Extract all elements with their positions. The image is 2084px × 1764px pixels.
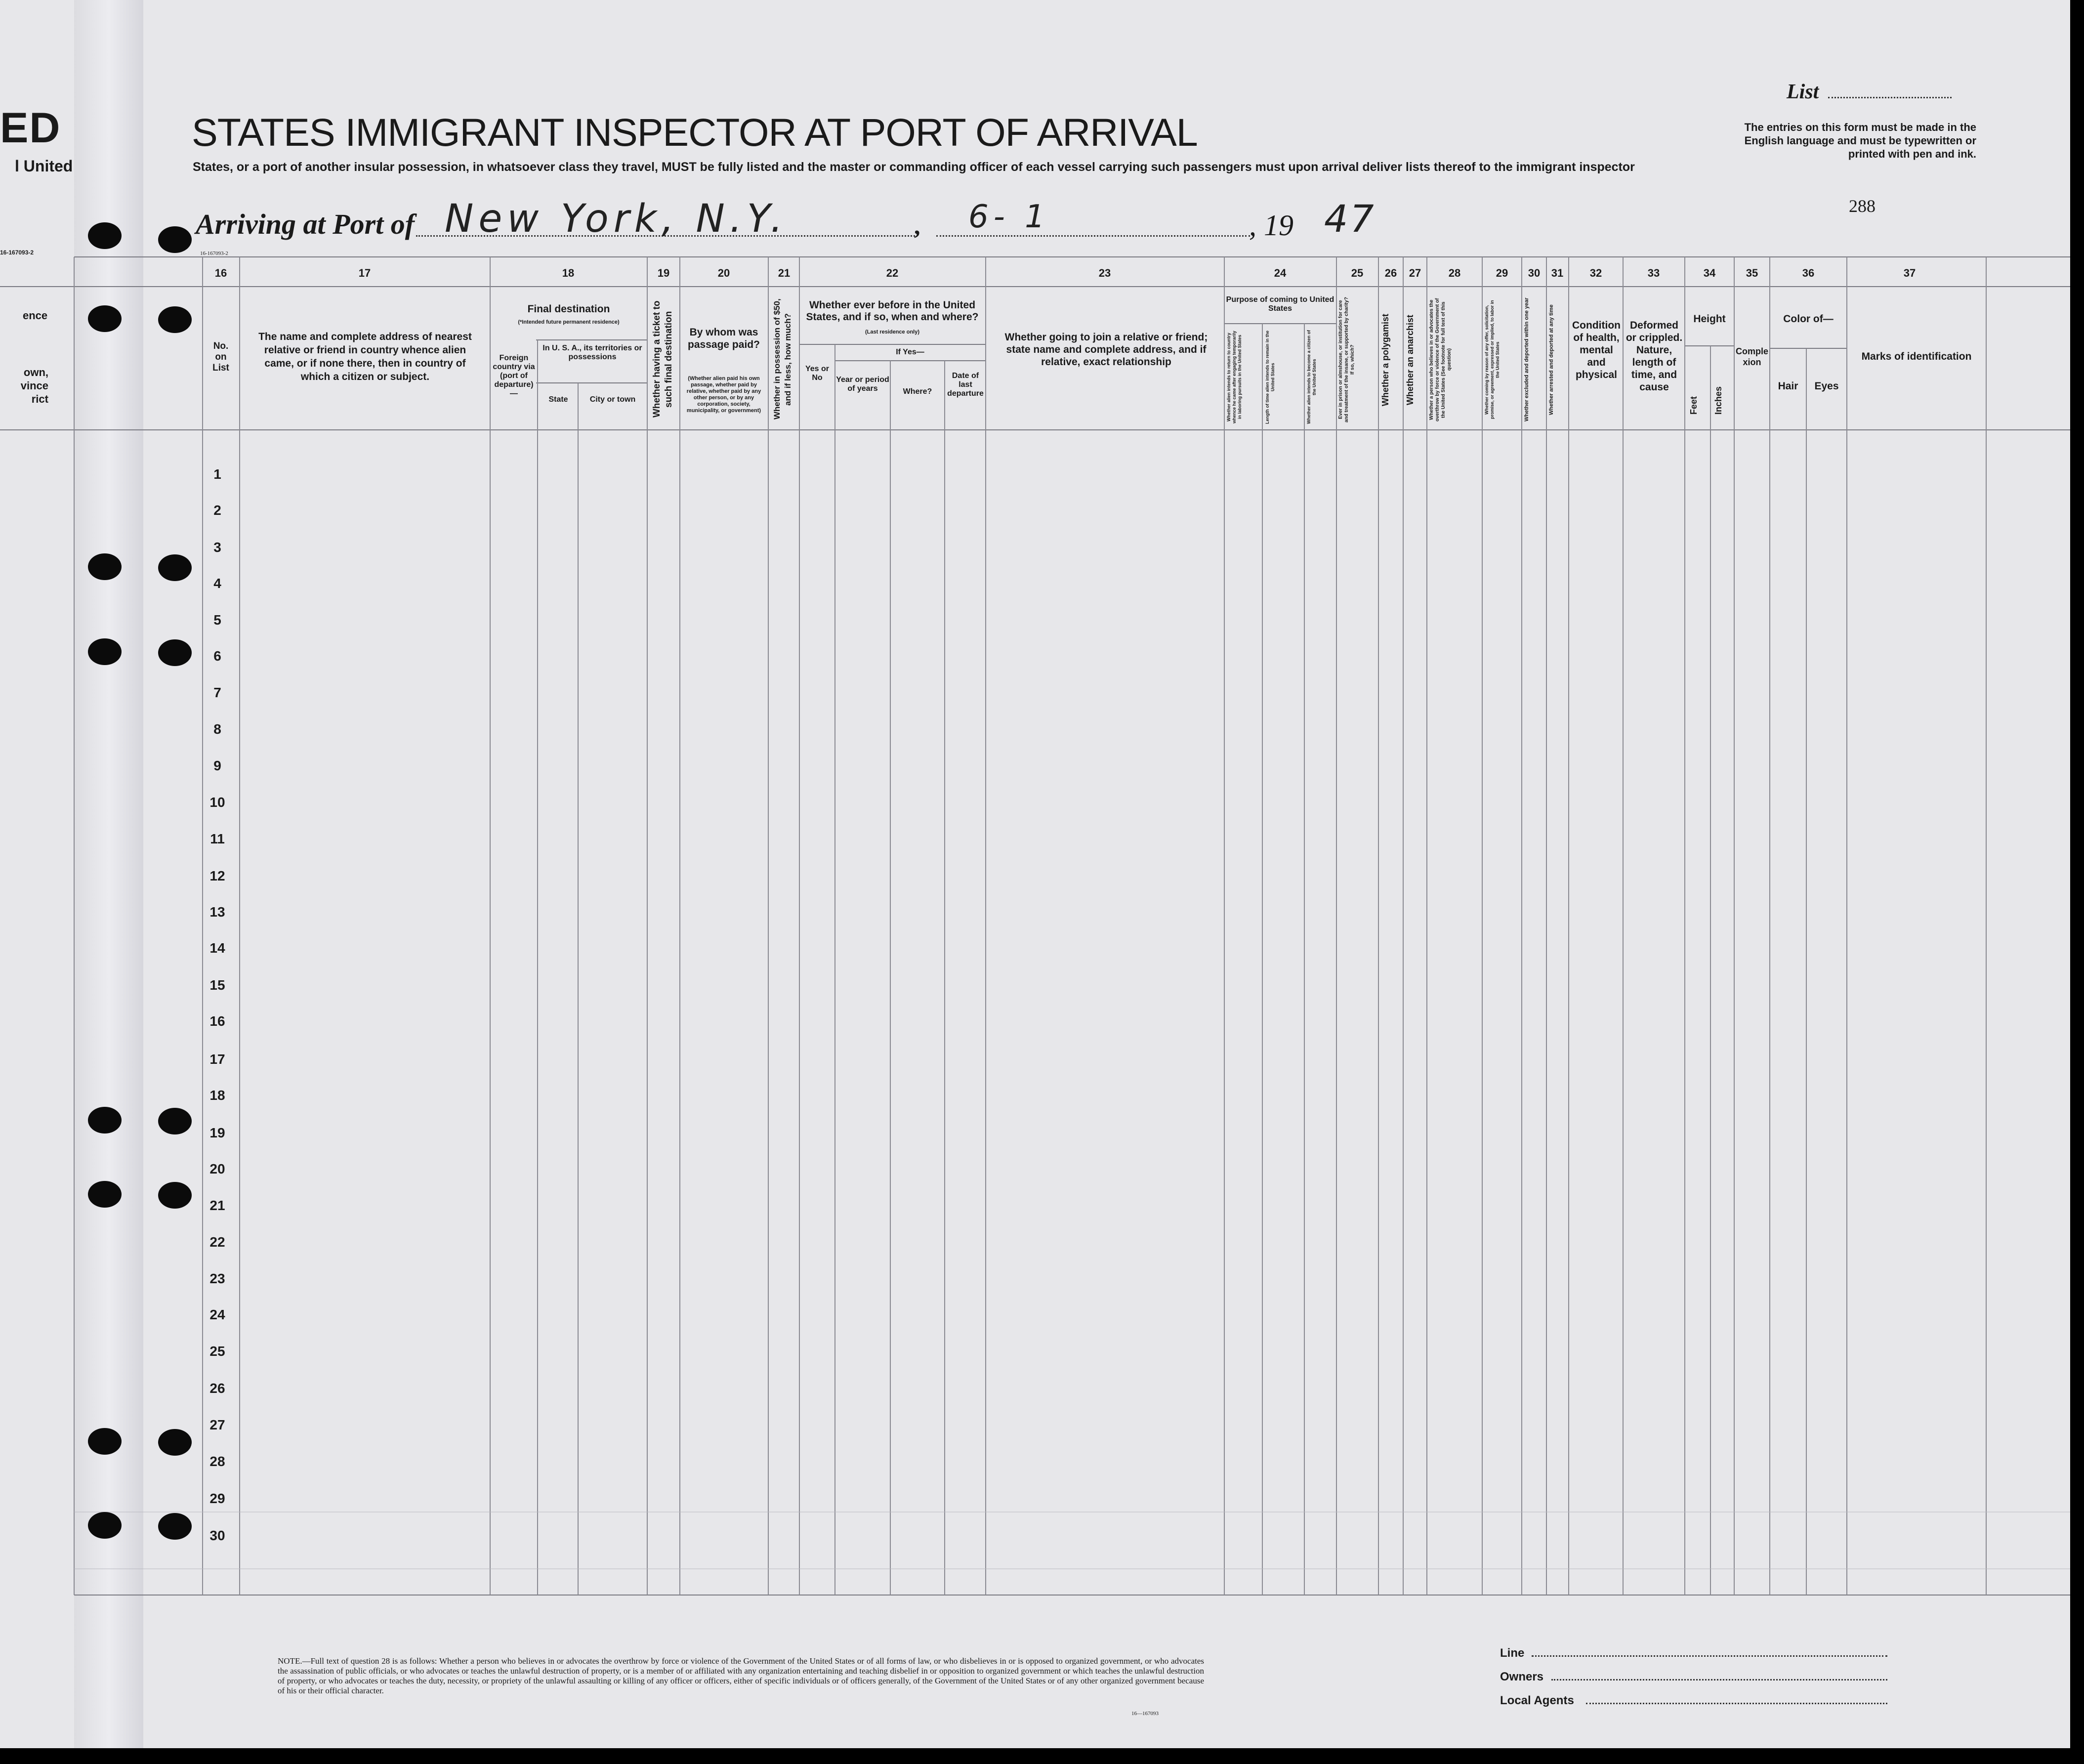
column-number: 28 [1448, 267, 1461, 279]
col18-usa: In U. S. A., its territories or possessions [542, 344, 642, 361]
column-number: 35 [1746, 267, 1758, 279]
title-fragment: ED [0, 104, 61, 152]
page-subtitle: States, or a port of another insular possession, in whatsoever class they travel, MUST be fully listed and the master or commanding officer of each vessel carrying such passengers must upon arrival deliver lists thereof to the immigrant inspector [193, 160, 1635, 174]
column-number: 34 [1703, 267, 1716, 279]
punch-hole [158, 639, 192, 666]
punch-hole [88, 222, 122, 249]
agents-field [1586, 1703, 1887, 1704]
col28-header: Whether a person who believes in or advocates the overthrow by force or violence of the Government of the United States (See footnote for full text of this question) [1429, 298, 1452, 421]
col36-hair: Hair [1778, 380, 1798, 392]
line-label: Line [1500, 1646, 1525, 1660]
page-number: 288 [1849, 196, 1876, 216]
row-number: 28 [209, 1454, 225, 1469]
agents-label: Local Agents [1500, 1694, 1574, 1707]
column-number: 32 [1589, 267, 1602, 279]
port-value: New York, N.Y. [445, 197, 788, 241]
col34-inches: Inches [1713, 386, 1723, 415]
year-value: 47 [1324, 197, 1376, 241]
col18-state: State [548, 395, 568, 404]
col22-note: (Last residence only) [865, 329, 920, 335]
row-number: 7 [213, 685, 221, 700]
col34-feet: Feet [1689, 396, 1699, 415]
column-number: 37 [1903, 267, 1916, 279]
col22-year: Year or period of years [836, 376, 889, 393]
footer-note: NOTE.—Full text of question 28 is as follows: Whether a person who believes in or advocates the overthrow by force or violence of the Government of the United States or of all forms of law, or who disbelieves in or is opposed to organized government, or who advocates the assassination of public officials, or who advocates or teaches the unlawful destruction of property, or is a member of or affiliated with any organization entertaining and teaching disbelief in or opposition to organized government or which teaches the unlawful destruction of property, or who advocates or teaches the duty, necessity, or propriety of the unlawful assaulting or killing of any officer or officers, either of specific individuals or of officers generally, of the Government of the United States or of any other organized government because of his or their official character. [278, 1656, 1204, 1695]
col22-where: Where? [903, 387, 932, 396]
row-number: 24 [209, 1307, 225, 1322]
column-number: 29 [1496, 267, 1508, 279]
punch-hole [88, 1428, 122, 1455]
punch-hole [88, 1107, 122, 1134]
col24-title: Purpose of coming to United States [1226, 295, 1334, 313]
row-number: 11 [210, 831, 225, 846]
col16-header: No. on List [212, 341, 229, 373]
punch-hole [88, 1512, 122, 1539]
col30-header: Whether excluded and deported within one year [1524, 297, 1530, 422]
punch-hole [158, 1108, 192, 1134]
punch-hole [158, 306, 192, 333]
line-field [1532, 1655, 1887, 1657]
col35-header: Complexion [1735, 346, 1768, 367]
col19-header: Whether having a ticket to such final destination [652, 300, 674, 418]
column-number: 19 [657, 267, 670, 279]
column-number: 17 [358, 267, 371, 279]
col36-title: Color of— [1783, 313, 1834, 325]
col24-a: Whether alien intends to return to country whence he came after engaging temporarily in laboring pursuits in the United States [1226, 331, 1242, 423]
col21-header: Whether in possession of $50, and if less, how much? [772, 298, 792, 420]
punch-hole [88, 1181, 122, 1208]
col37-header: Marks of identification [1861, 351, 1972, 362]
row-number: 17 [209, 1051, 225, 1067]
row-number: 15 [209, 977, 225, 993]
column-number: 30 [1528, 267, 1541, 279]
column-number: 33 [1647, 267, 1660, 279]
punch-hole [158, 1429, 192, 1456]
col36-eyes: Eyes [1814, 380, 1839, 392]
left-form-code: 16-167093-2 [0, 249, 34, 256]
owners-label: Owners [1500, 1670, 1544, 1683]
form-instructions: The entries on this form must be made in the English language and must be typewritten or printed with pen and ink. [1744, 121, 1976, 160]
col32-header: Condition of health, mental and physical [1572, 320, 1621, 380]
row-number: 2 [213, 503, 221, 518]
column-number: 23 [1098, 267, 1111, 279]
col22-ifyes: If Yes— [896, 348, 924, 356]
footer-form-code: 16—167093 [1131, 1711, 1159, 1717]
col20-note: (Whether alien paid his own passage, whether paid by relative, whether paid by any other person, or by any corporation, society, municipality, or government) [686, 376, 761, 414]
col29-header: Whether coming by reason of any offer, solicitation, promise, or agreement, expressed or implied, to labor in the United States [1484, 300, 1500, 420]
punch-hole [158, 1182, 192, 1209]
col18-note: (*Intended future permanent residence) [518, 319, 620, 325]
col34-title: Height [1693, 313, 1726, 325]
column-number: 22 [886, 267, 899, 279]
row-number: 30 [209, 1528, 225, 1543]
column-number: 18 [562, 267, 575, 279]
punch-hole [88, 305, 122, 332]
row-number: 6 [213, 648, 221, 664]
col18-foreign: Foreign country via (port of departure)— [493, 354, 535, 398]
column-number: 20 [717, 267, 730, 279]
punch-hole [88, 638, 122, 665]
col33-header: Deformed or crippled. Nature, length of time, and cause [1626, 320, 1683, 393]
left-col-fragment-2: own, vince rict [20, 366, 48, 405]
row-number: 19 [209, 1125, 225, 1140]
row-number: 22 [209, 1234, 225, 1250]
col26-header: Whether a polygamist [1380, 313, 1390, 406]
row-number: 29 [209, 1491, 225, 1506]
col25-header: Ever in prison or almshouse, or institution for care and treatment of the insane, or supported by charity? If so, which? [1338, 297, 1355, 422]
column-number: 31 [1551, 267, 1564, 279]
year-prefix: , 19 [1249, 209, 1293, 242]
col17-header: The name and complete address of nearest relative or friend in country whence alien came, or if none there, then in country of which a citizen or subject. [258, 331, 472, 382]
row-number: 27 [209, 1417, 225, 1432]
row-number: 21 [209, 1198, 225, 1213]
column-number: 26 [1384, 267, 1397, 279]
row-number: 12 [209, 868, 225, 883]
punch-hole [88, 553, 122, 580]
left-col-fragment: ence [23, 309, 48, 322]
row-number: 1 [213, 466, 221, 482]
subtitle-fragment: l United [15, 157, 73, 175]
row-number: 26 [209, 1381, 225, 1396]
punch-hole [158, 226, 192, 253]
row-number: 16 [209, 1013, 225, 1029]
row-number: 4 [213, 576, 221, 591]
row-number: 13 [209, 904, 225, 920]
page-title: STATES IMMIGRANT INSPECTOR AT PORT OF ARRIVAL [192, 110, 1198, 154]
column-number: 21 [778, 267, 791, 279]
col18-title: Final destination [527, 303, 610, 315]
column-number: 27 [1409, 267, 1421, 279]
col31-header: Whether arrested and deported at any time [1548, 304, 1554, 415]
punch-hole [158, 554, 192, 581]
row-number: 14 [209, 940, 225, 956]
small-form-code: 16-167093-2 [200, 251, 228, 256]
col24-c: Whether alien intends to become a citizen of the United States [1306, 330, 1317, 424]
col18-city: City or town [589, 395, 636, 404]
col24-b: Length of time alien intends to remain in the United States [1265, 330, 1275, 424]
arriving-label: Arriving at Port of [196, 208, 415, 240]
col22-yesno: Yes or No [805, 365, 830, 382]
date-value: 6- 1 [968, 199, 1050, 235]
col27-header: Whether an anarchist [1405, 314, 1415, 405]
port-comma: , [914, 212, 920, 240]
row-number: 23 [209, 1271, 225, 1286]
row-number: 3 [213, 540, 221, 555]
row-number: 8 [213, 721, 221, 737]
column-number: 16 [214, 267, 227, 279]
punch-hole [158, 1513, 192, 1540]
col22-date: Date of last departure [947, 372, 984, 398]
row-number: 25 [209, 1344, 225, 1359]
column-number: 24 [1274, 267, 1287, 279]
row-number: 18 [209, 1088, 225, 1103]
owners-field [1551, 1679, 1887, 1680]
col20-title: By whom was passage paid? [688, 327, 760, 350]
row-number: 5 [213, 612, 221, 628]
row-number: 10 [209, 795, 225, 810]
row-number: 9 [213, 758, 221, 773]
list-label: List [1787, 81, 1819, 103]
column-number: 36 [1802, 267, 1815, 279]
col22-title: Whether ever before in the United States, and if so, when and where? [806, 299, 979, 323]
row-number: 20 [209, 1161, 225, 1176]
column-number: 25 [1351, 267, 1364, 279]
col23-header: Whether going to join a relative or friend; state name and complete address, and if relative, exact relationship [1004, 332, 1208, 368]
